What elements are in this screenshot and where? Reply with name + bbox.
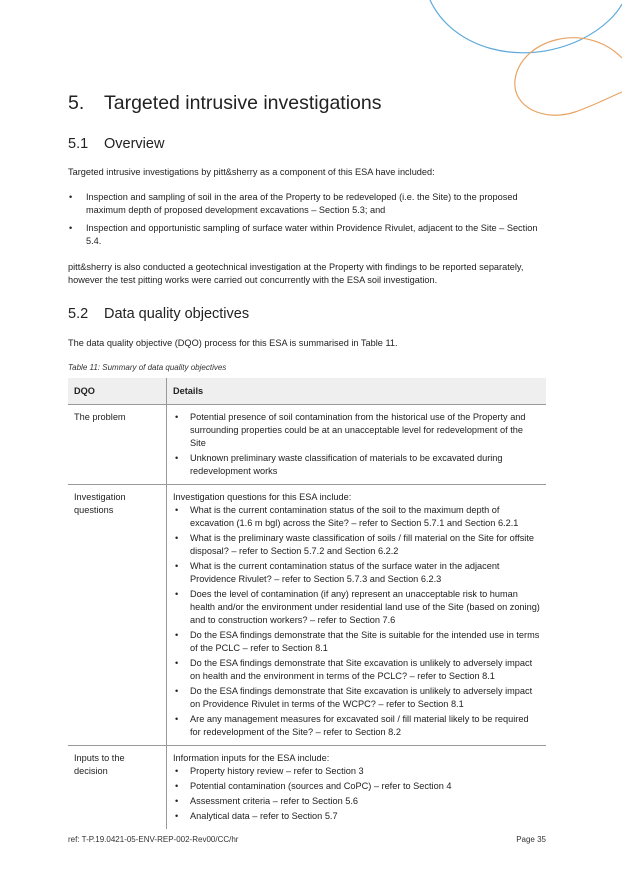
overview-intro: Targeted intrusive investigations by pitt&sherry as a component of this ESA have included: bbox=[68, 167, 435, 177]
table-row bbox=[68, 405, 546, 485]
table-row bbox=[68, 485, 546, 746]
table-header-row bbox=[68, 378, 546, 405]
list-item: • Potential presence of soil contamination from the historical use of the Property and surrounding properties could be at an unacceptable level for redevelopment of the Site bbox=[173, 411, 540, 450]
section-title: Targeted intrusive investigations bbox=[104, 92, 382, 114]
curved-lines-graphic bbox=[0, 0, 622, 140]
table-caption: Table 11: Summary of data quality objectives bbox=[68, 363, 227, 372]
list-item: • What is the current contamination status of the surface water in the adjacent Providence Rivulet? – refer to Section 5.7.3 and Section 6.2.3 bbox=[173, 560, 540, 586]
list-item: • What is the current contamination status of the soil to the maximum depth of excavation (1.6 m bgl) across the Site? – refer to Section 5.7.1 and Section 6.2.1 bbox=[173, 504, 540, 530]
overview-number: 5.1 bbox=[68, 136, 89, 152]
column-header: Details bbox=[167, 378, 547, 405]
row-intro: Information inputs for the ESA include: bbox=[173, 753, 330, 763]
row-label: Inputs to the decision bbox=[68, 746, 167, 830]
page-number: Page 35 bbox=[516, 835, 546, 844]
list-item: • Assessment criteria – refer to Section 5.6 bbox=[173, 795, 540, 808]
overview-closing: pitt&sherry is also conducted a geotechnical investigation at the Property with findings to be reported separately, however the test pitting works were carried out concurrently with the ESA soil investigation. bbox=[68, 262, 524, 285]
column-header: DQO bbox=[68, 378, 167, 405]
row-label: The problem bbox=[68, 405, 167, 485]
overview-bullet-list bbox=[68, 191, 546, 253]
dqo-table bbox=[68, 378, 546, 829]
list-item: • What is the preliminary waste classification of soils / fill material on the Site for offsite disposal? – refer to Section 5.7.2 and Section 6.2.2 bbox=[173, 532, 540, 558]
section-heading bbox=[68, 92, 382, 115]
list-item: • Inspection and opportunistic sampling of surface water within Providence Rivulet, adjacent to the Site – Section 5.4. bbox=[68, 222, 546, 248]
footer-reference: ref: T-P.19.0421-05-ENV-REP-002-Rev00/CC/hr bbox=[68, 835, 239, 844]
list-item: • Are any management measures for excavated soil / fill material likely to be required for redevelopment of the Site? – refer to Section 8.2 bbox=[173, 713, 540, 739]
overview-title: Overview bbox=[104, 136, 165, 152]
dqo-number: 5.2 bbox=[68, 306, 89, 322]
dqo-heading bbox=[68, 306, 249, 322]
row-label: Investigation questions bbox=[68, 485, 167, 746]
list-item: • Do the ESA findings demonstrate that the Site is suitable for the intended use in terms of the PCLC – refer to Section 8.1 bbox=[173, 629, 540, 655]
list-item: • Potential contamination (sources and CoPC) – refer to Section 4 bbox=[173, 780, 540, 793]
list-item: • Does the level of contamination (if any) represent an unacceptable risk to human health and/or the environment under residential land use of the Site (based on zoning) and to construction workers? – refer to Section 7.6 bbox=[173, 588, 540, 627]
list-item: • Inspection and sampling of soil in the area of the Property to be redeveloped (i.e. the Site) to the proposed maximum depth of proposed development excavations – Section 5.3; and bbox=[68, 191, 546, 217]
row-details bbox=[167, 485, 547, 746]
section-number: 5. bbox=[68, 92, 85, 114]
list-item: • Do the ESA findings demonstrate that Site excavation is unlikely to adversely impact on health and the environment in terms of the PCLC? – refer to Section 8.1 bbox=[173, 657, 540, 683]
row-details bbox=[167, 405, 547, 485]
table-row bbox=[68, 746, 546, 830]
row-details bbox=[167, 746, 547, 830]
list-item: • Do the ESA findings demonstrate that Site excavation is unlikely to adversely impact on Providence Rivulet in terms of the WCPC? – refer to Section 8.1 bbox=[173, 685, 540, 711]
overview-heading bbox=[68, 136, 164, 152]
list-item: • Analytical data – refer to Section 5.7 bbox=[173, 810, 540, 823]
row-intro: Investigation questions for this ESA include: bbox=[173, 492, 352, 502]
list-item: • Unknown preliminary waste classification of materials to be excavated during redevelopment works bbox=[173, 452, 540, 478]
dqo-intro: The data quality objective (DQO) process for this ESA is summarised in Table 11. bbox=[68, 338, 398, 348]
list-item: • Property history review – refer to Section 3 bbox=[173, 765, 540, 778]
dqo-title: Data quality objectives bbox=[104, 306, 250, 322]
